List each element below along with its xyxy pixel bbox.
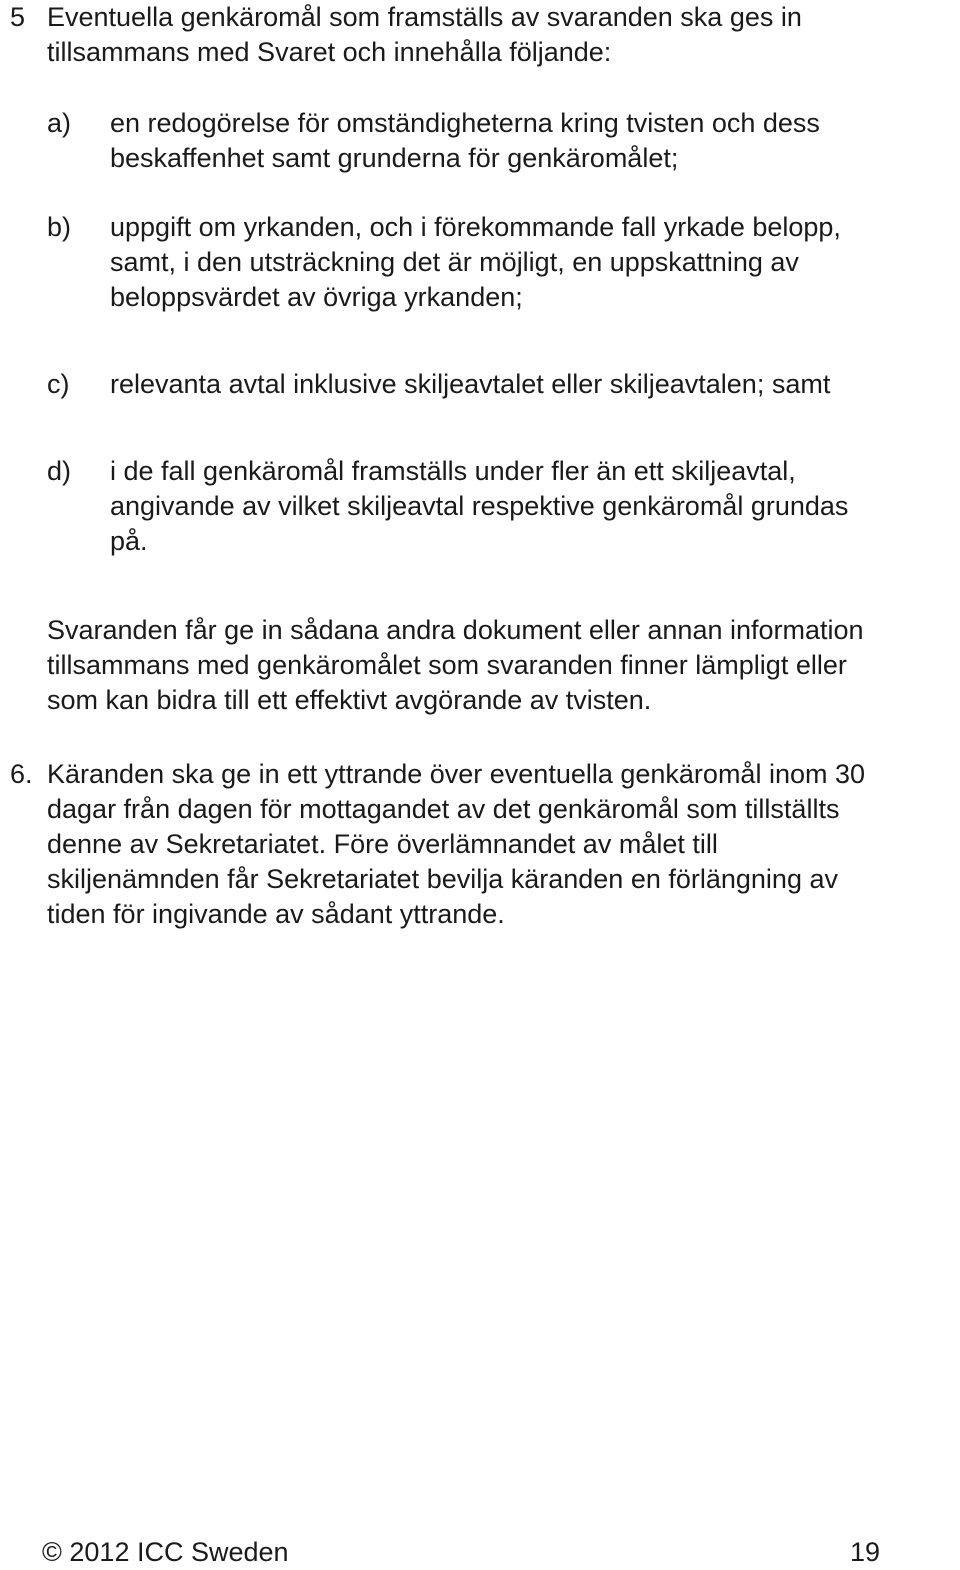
item-line: angivande av vilket skiljeavtal respektive genkäromål grundas	[110, 491, 849, 521]
intro-line: tillsammans med Svaret och innehålla följande:	[47, 37, 612, 67]
item-d-label: d)	[47, 456, 72, 486]
item-line: samt, i den utsträckning det är möjligt, en uppskattning av	[110, 247, 799, 277]
paragraph-line: dagar från dagen för mottagandet av det genkäromål som tillställts	[47, 794, 840, 824]
paragraph-line: Svaranden får ge in sådana andra dokument eller annan information	[47, 615, 864, 645]
item-line: i de fall genkäromål framställs under fler än ett skiljeavtal,	[110, 456, 796, 486]
paragraph-line: som kan bidra till ett effektivt avgörande av tvisten.	[47, 685, 652, 715]
section-5-intro	[47, 0, 957, 70]
item-c-text	[110, 367, 940, 402]
intro-line: Eventuella genkäromål som framställs av svaranden ska ges in	[47, 2, 802, 32]
paragraph-line: tillsammans med genkäromålet som svaranden finner lämpligt eller	[47, 650, 847, 680]
item-d-text	[110, 454, 940, 559]
item-line: beloppsvärdet av övriga yrkanden;	[110, 282, 523, 312]
section-5-number: 5	[10, 2, 26, 32]
item-line: relevanta avtal inklusive skiljeavtalet eller skiljeavtalen; samt	[110, 369, 831, 399]
paragraph-line: Käranden ska ge in ett yttrande över eventuella genkäromål inom 30	[47, 759, 866, 789]
section-6-paragraph	[47, 757, 957, 932]
item-line: uppgift om yrkanden, och i förekommande fall yrkade belopp,	[110, 212, 841, 242]
section-6-number: 6.	[10, 759, 33, 789]
paragraph-line: skiljenämnden får Sekretariatet bevilja käranden en förlängning av	[47, 864, 838, 894]
item-a-label: a)	[47, 108, 72, 138]
item-c-label: c)	[47, 369, 70, 399]
footer-copyright: © 2012 ICC Sweden	[42, 1537, 289, 1567]
paragraph-line: tiden för ingivande av sådant yttrande.	[47, 899, 505, 929]
paragraph-line: denne av Sekretariatet. Före överlämnandet av målet till	[47, 829, 718, 859]
item-line: beskaffenhet samt grunderna för genkäromålet;	[110, 143, 679, 173]
item-line: på.	[110, 526, 148, 556]
section-5-closing-paragraph	[47, 613, 957, 718]
item-line: en redogörelse för omständigheterna kring tvisten och dess	[110, 108, 820, 138]
item-b-label: b)	[47, 212, 72, 242]
item-b-text	[110, 210, 940, 315]
footer-page-number: 19	[850, 1537, 881, 1567]
item-a-text	[110, 106, 940, 176]
